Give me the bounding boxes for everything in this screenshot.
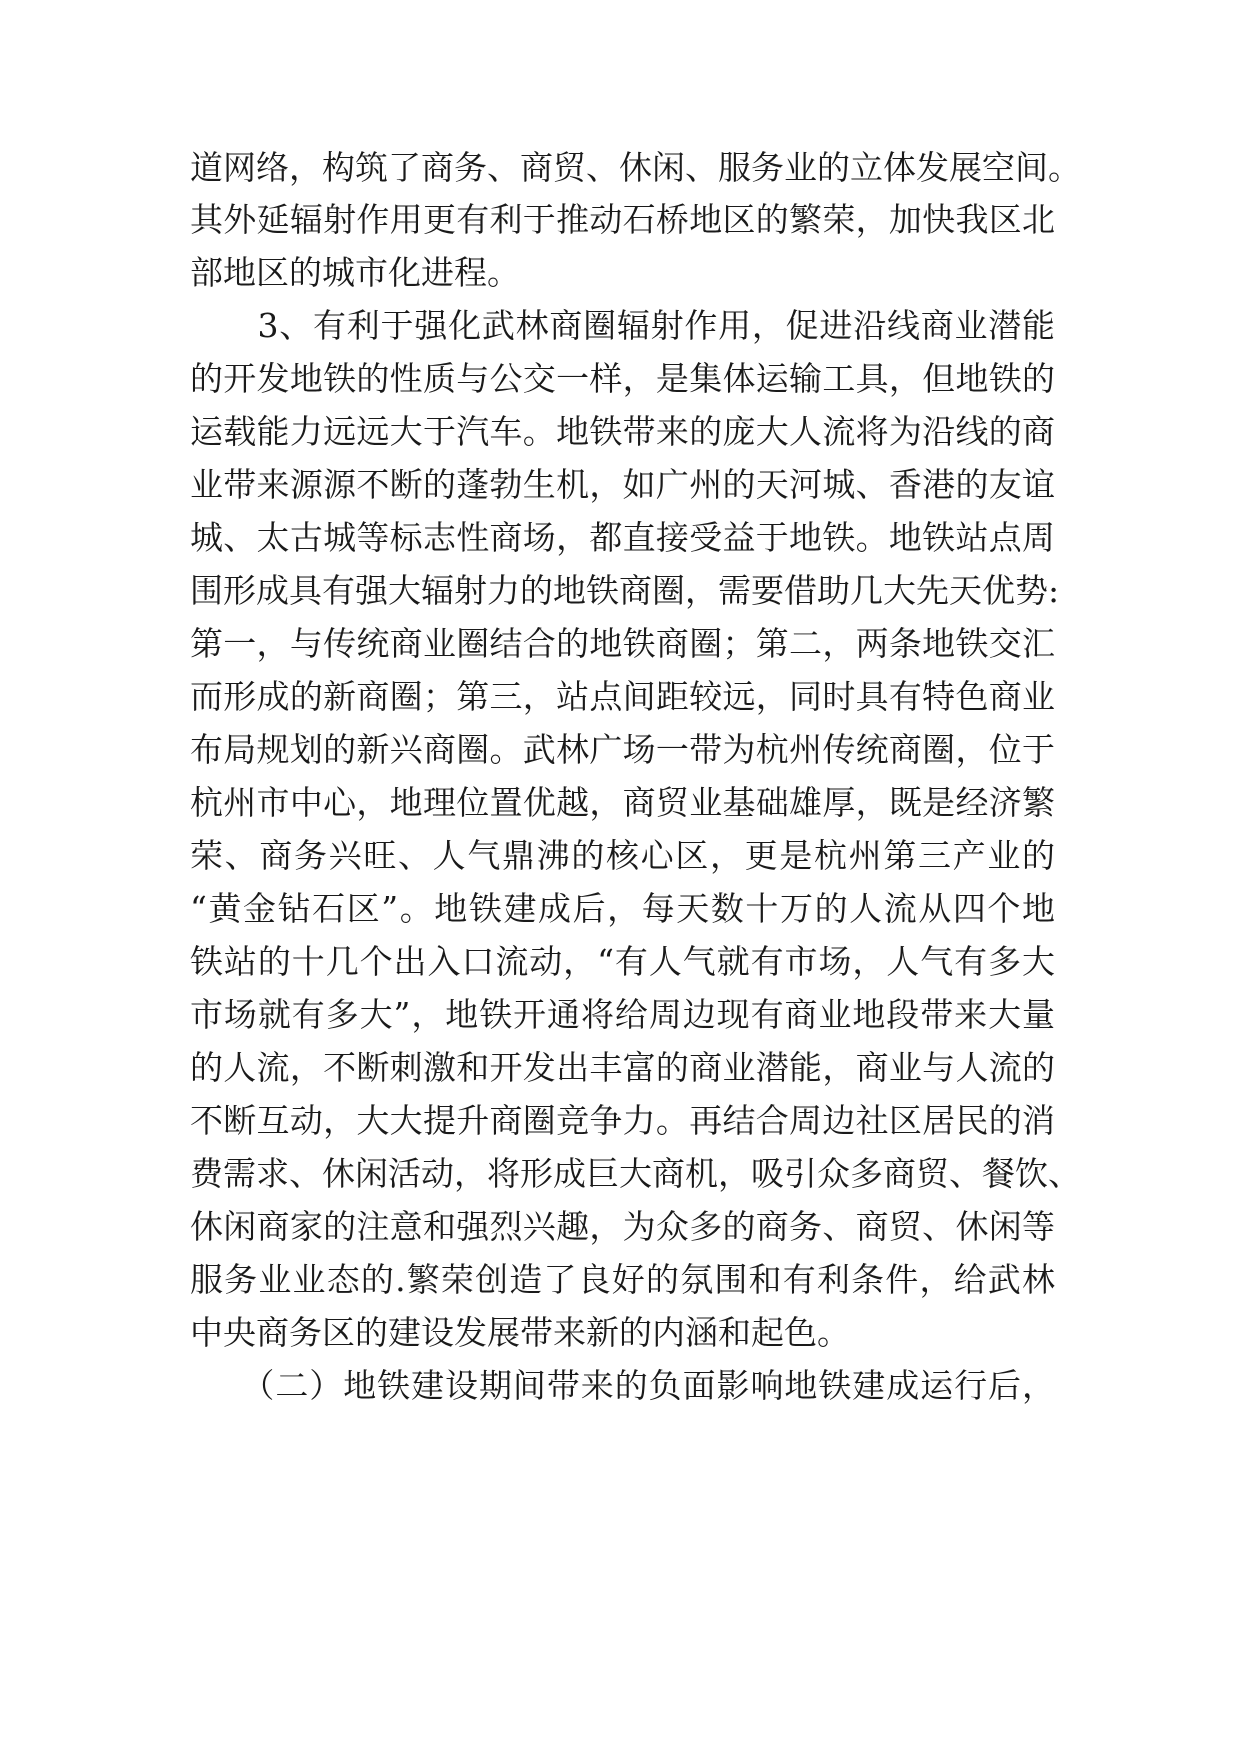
- text-line: 部地区的城市化进程。: [190, 253, 520, 292]
- text-line: 运载能力远远大于汽车。地铁带来的庞大人流将为沿线的商: [190, 412, 1055, 451]
- text-line: 道网络，构筑了商务、商贸、休闲、服务业的立体发展空间。: [190, 148, 1081, 187]
- text-line: “黄金钻石区”。地铁建成后，每天数十万的人流从四个地: [190, 889, 1055, 928]
- text-line: （二）地铁建设期间带来的负面影响地铁建成运行后，: [190, 1366, 1055, 1405]
- text-line: 休闲商家的注意和强烈兴趣，为众多的商务、商贸、休闲等: [190, 1207, 1055, 1246]
- text-line: 第一，与传统商业圈结合的地铁商圈；第二，两条地铁交汇: [190, 624, 1055, 663]
- text-line: 不断互动，大大提升商圈竞争力。再结合周边社区居民的消: [190, 1101, 1055, 1140]
- text-line: 费需求、休闲活动，将形成巨大商机，吸引众多商贸、餐饮、: [190, 1154, 1081, 1193]
- text-line: 3、有利于强化武林商圈辐射作用，促进沿线商业潜能: [190, 306, 1055, 345]
- text-line: 中央商务区的建设发展带来新的内涵和起色。: [190, 1313, 850, 1352]
- text-line: 服务业业态的.繁荣创造了良好的氛围和有利条件，给武林: [190, 1260, 1055, 1299]
- text-line: 杭州市中心，地理位置优越，商贸业基础雄厚，既是经济繁: [190, 783, 1055, 822]
- text-line: 布局规划的新兴商圈。武林广场一带为杭州传统商圈，位于: [190, 730, 1055, 769]
- text-line: 铁站的十几个出入口流动，“有人气就有市场，人气有多大: [190, 942, 1055, 981]
- text-line: 围形成具有强大辐射力的地铁商圈，需要借助几大先天优势:: [190, 571, 1060, 610]
- text-line: 的开发地铁的性质与公交一样，是集体运输工具，但地铁的: [190, 359, 1055, 398]
- text-line: 城、太古城等标志性商场，都直接受益于地铁。地铁站点周: [190, 518, 1055, 557]
- text-line: 荣、商务兴旺、人气鼎沸的核心区，更是杭州第三产业的: [190, 836, 1055, 875]
- text-line: 业带来源源不断的蓬勃生机，如广州的天河城、香港的友谊: [190, 465, 1055, 504]
- text-line: 市场就有多大”，地铁开通将给周边现有商业地段带来大量: [190, 995, 1055, 1034]
- text-line: 的人流，不断刺激和开发出丰富的商业潜能，商业与人流的: [190, 1048, 1055, 1087]
- text-line: 而形成的新商圈；第三，站点间距较远，同时具有特色商业: [190, 677, 1055, 716]
- text-line: 其外延辐射作用更有利于推动石桥地区的繁荣，加快我区北: [190, 200, 1055, 239]
